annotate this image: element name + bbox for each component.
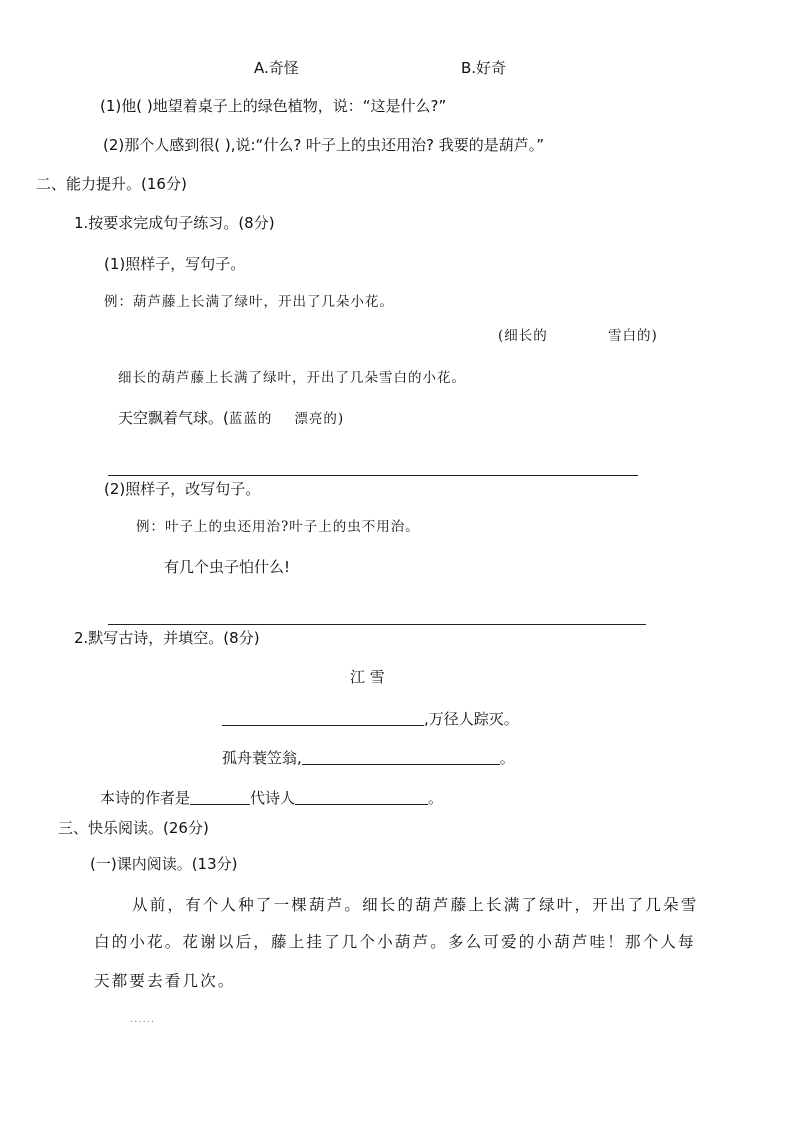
poem-title: 江 雪 bbox=[350, 668, 385, 686]
sub-question-1: (1)照样子，写句子。 bbox=[104, 255, 246, 273]
hint-2b: 漂亮的) bbox=[294, 411, 345, 427]
answer-line-2[interactable] bbox=[108, 624, 646, 625]
section-2-question-2: 2.默写古诗，并填空。(8分) bbox=[74, 629, 260, 647]
section-3-heading: 三、快乐阅读。(26分) bbox=[58, 819, 209, 837]
author-prefix: 本诗的作者是 bbox=[100, 789, 191, 807]
poet-blank[interactable] bbox=[295, 790, 428, 805]
sub-question-2: (2)照样子，改写句子。 bbox=[104, 480, 261, 498]
poem-line-2-text: 孤舟蓑笠翁, bbox=[222, 749, 302, 767]
question-2: (2)那个人感到很( ),说:“什么? 叶子上的虫还用治? 我要的是葫芦。” bbox=[103, 136, 545, 154]
poem-line-1 bbox=[222, 709, 519, 729]
passage-line-1: 从前，有个人种了一棵葫芦。细长的葫芦藤上长满了绿叶，开出了几朵雪 bbox=[132, 896, 699, 914]
section-2-question-1: 1.按要求完成句子练习。(8分) bbox=[74, 214, 275, 232]
poem-line-2 bbox=[222, 748, 515, 768]
poem-blank-2[interactable] bbox=[302, 750, 500, 765]
section-2-heading: 二、能力提升。(16分) bbox=[36, 175, 187, 193]
poem-line-1-text: ,万径人踪灭。 bbox=[424, 710, 519, 728]
hint-2a: 蓝蓝的 bbox=[228, 411, 273, 427]
dynasty-blank[interactable] bbox=[190, 790, 250, 805]
author-end: 。 bbox=[428, 789, 444, 807]
section-3-part-1: (一)课内阅读。(13分) bbox=[90, 855, 238, 873]
example-2: 例：叶子上的虫还用治?叶子上的虫不用治。 bbox=[136, 519, 420, 535]
question-1: (1)他( )地望着桌子上的绿色植物，说：“这是什么?” bbox=[100, 97, 447, 115]
poem-blank-1[interactable] bbox=[222, 711, 424, 726]
example-1-answer: 细长的葫芦藤上长满了绿叶，开出了几朵雪白的小花。 bbox=[118, 370, 466, 386]
task-1 bbox=[118, 408, 344, 429]
option-b: B.好奇 bbox=[461, 59, 507, 77]
author-line bbox=[100, 788, 443, 808]
poem-line-2-end: 。 bbox=[499, 749, 515, 767]
hint-1b: 雪白的) bbox=[608, 328, 658, 344]
passage-line-3: 天都要去看几次。 bbox=[94, 972, 236, 990]
task-1-text: 天空飘着气球。( bbox=[118, 409, 229, 427]
hint-1a: (细长的 bbox=[498, 328, 548, 344]
author-mid: 代诗人 bbox=[250, 789, 296, 807]
ellipsis: ...... bbox=[130, 1014, 156, 1025]
option-a: A.奇怪 bbox=[254, 59, 299, 77]
passage-line-2: 白的小花。花谢以后，藤上挂了几个小葫芦。多么可爱的小葫芦哇！那个人每 bbox=[94, 933, 696, 951]
answer-line-1[interactable] bbox=[108, 475, 638, 476]
task-2: 有几个虫子怕什么! bbox=[164, 558, 291, 576]
example-1: 例：葫芦藤上长满了绿叶，开出了几朵小花。 bbox=[104, 294, 394, 310]
